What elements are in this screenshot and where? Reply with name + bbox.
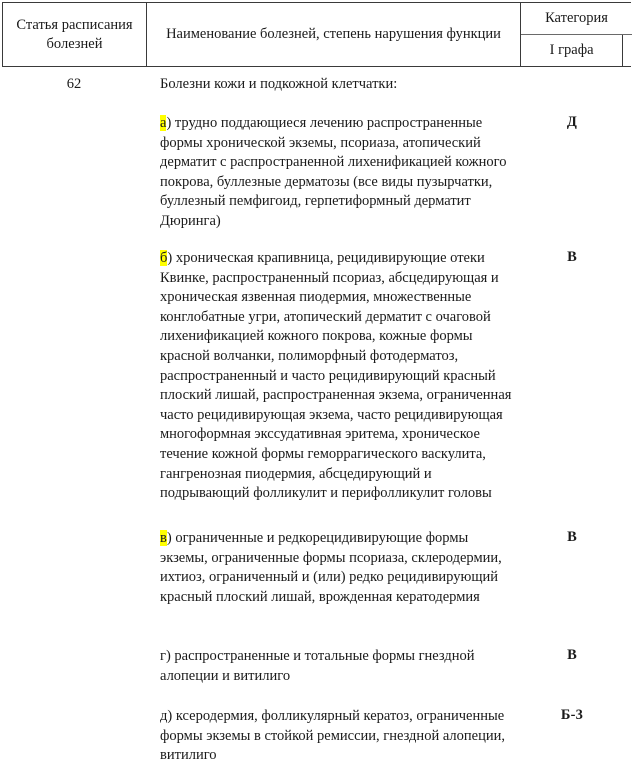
header-cell-category-column-1: I графа <box>521 35 623 66</box>
table-body <box>2 67 631 764</box>
table-header-row <box>2 2 631 67</box>
header-cell-category-group <box>521 3 632 66</box>
item-marker-b: б <box>160 250 168 266</box>
list-item-b <box>160 249 518 504</box>
item-marker-a: а <box>160 115 167 131</box>
item-text-b: ) хроническая крапивница, рецидивирующие отеки Квинке, распространенный псориаз, абсцедирующая и хроническая язвенная пиодермия, множественные конглобатные угри, атопический дерматит с очаговой лихенификацией кожного покрова, кожные формы красной волчанки, полиморфный фотодерматоз, распространенный и часто рецидивирующий красный плоский лишай, распространенная экзема, ограниченная часто рецидивирующая экзема, часто рецидивирующая многоформная экссудативная эритема, хроническое течение кожной формы геморрагического васкулита, гангренозная пиодермия, абсцедирующий и подрывающий фолликулит и перифолликулит головы <box>160 250 512 502</box>
list-item-v <box>160 529 518 607</box>
list-item-d <box>160 707 518 766</box>
list-item-g <box>160 647 518 686</box>
item-marker-d: д <box>160 708 168 724</box>
item-text-a: ) трудно поддающиеся лечению распространенные формы хронической экземы, псориаза, атопический дерматит с распространенной лихенификацией кожного покрова, буллезные дерматозы (все виды пузырчатки, буллезный пемфигоид, герпетиформный дерматит Дюринга) <box>160 115 507 229</box>
row-intro-text: Болезни кожи и подкожной клетчатки: <box>160 76 398 92</box>
item-text-d: ) ксеродермия, фолликулярный кератоз, ограниченные формы экземы в стойкой ремиссии, гнездной алопеции, витилиго <box>160 708 505 764</box>
category-value-a: Д <box>566 114 578 130</box>
category-value-d: Б-3 <box>560 707 584 723</box>
item-text-v: ) ограниченные и редкорецидивирующие формы экземы, ограниченные формы псориаза, склеродермии, ихтиоз, ограниченный и (или) редко рецидивирующий красный плоский лишай, врожденная кератодермия <box>160 530 502 605</box>
header-category-subrow <box>521 35 632 66</box>
item-marker-g: г <box>160 648 166 664</box>
article-number: 62 <box>66 76 82 92</box>
header-cell-disease-name: Наименование болезней, степень нарушения функции <box>147 3 521 66</box>
category-value-b: В <box>567 249 577 265</box>
category-value-g: В <box>567 647 577 663</box>
header-cell-category: Категория <box>521 3 632 35</box>
item-text-g: ) распространенные и тотальные формы гнездной алопеции и витилиго <box>160 648 475 684</box>
header-cell-article: Статья расписания болезней <box>3 3 147 66</box>
category-value-v: В <box>567 529 577 545</box>
header-cell-category-column-2 <box>623 35 632 66</box>
list-item-a <box>160 114 518 232</box>
item-marker-v: в <box>160 530 167 546</box>
